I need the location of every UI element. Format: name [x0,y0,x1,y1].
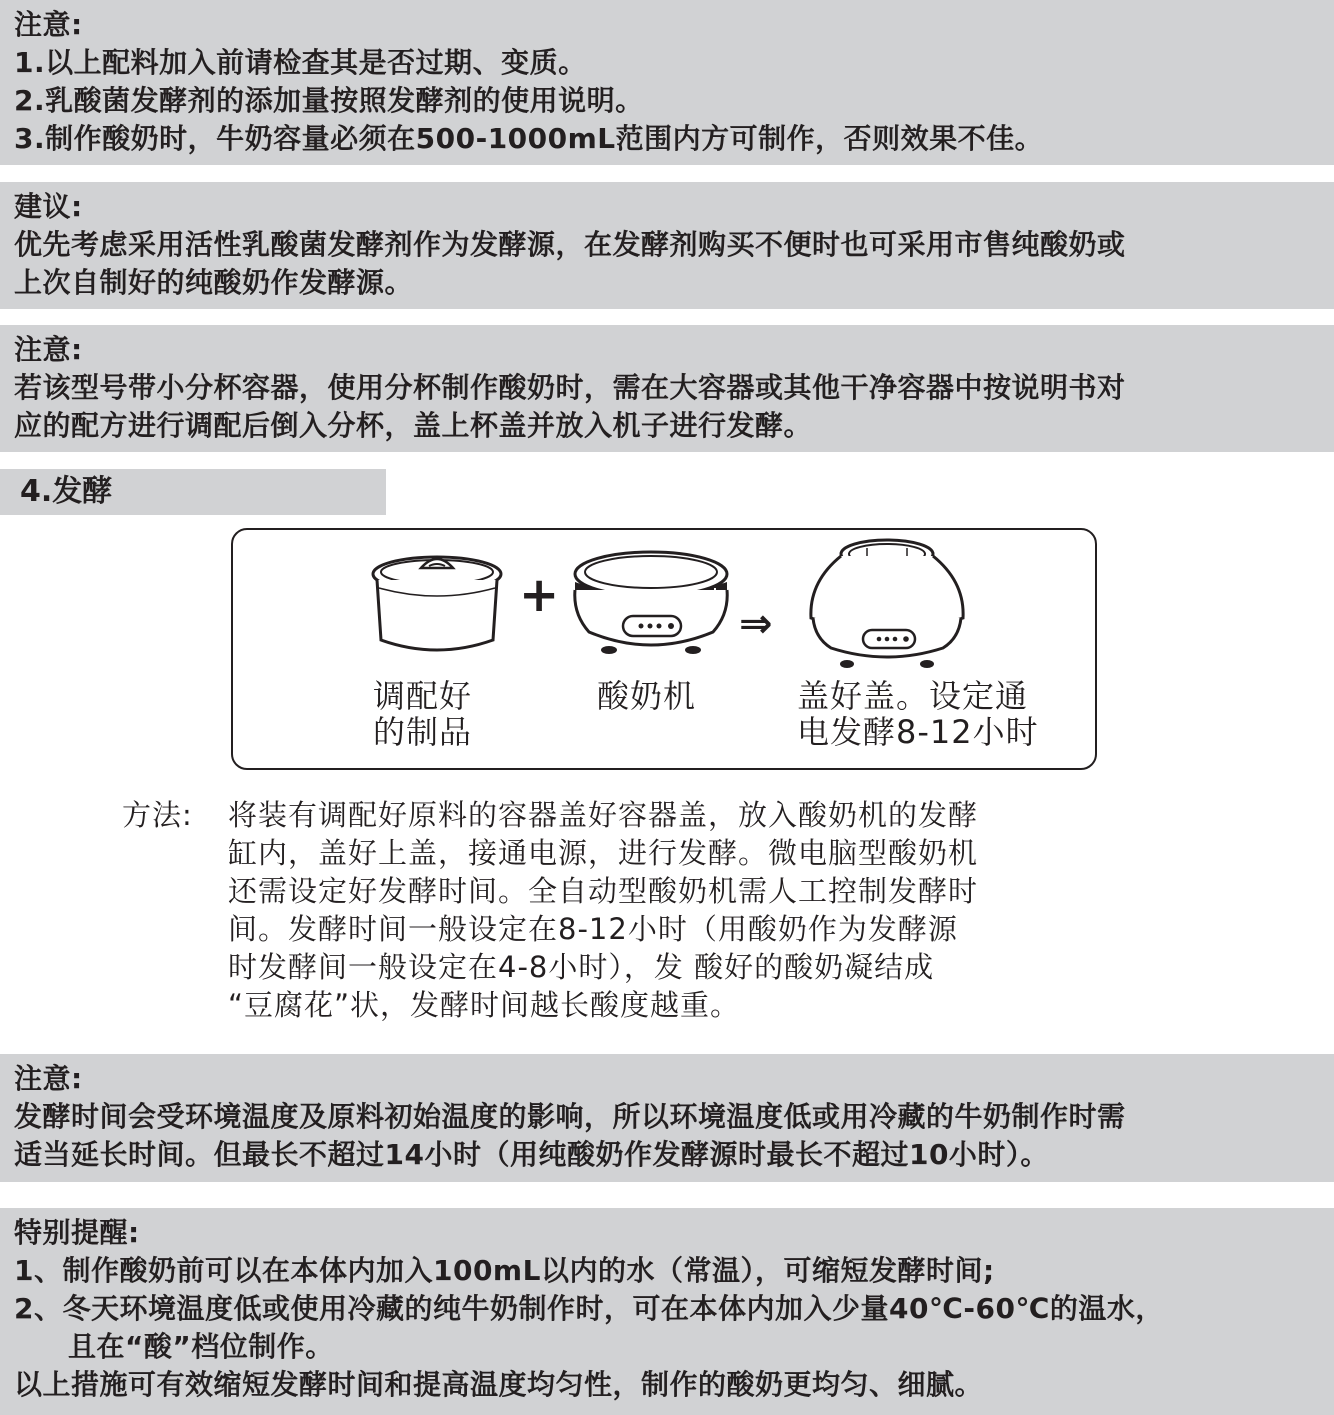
special-reminder-box [0,1208,1334,1415]
notice-box-3 [0,1054,1334,1182]
method-label: 方法: [122,798,193,832]
reminder-summary: 以上措施可有效缩短发酵时间和提高温度均匀性，制作的酸奶更均匀、细腻。 [14,1368,984,1401]
suggestion-line: 上次自制好的纯酸奶作发酵源。 [14,266,414,299]
reminder-line: 且在“酸”档位制作。 [68,1330,334,1363]
method-line: 时发酵间一般设定在4-8小时），发 酸好的酸奶凝结成 [228,950,935,984]
method-line: 缸内，盖好上盖，接通电源，进行发酵。微电脑型酸奶机 [228,836,979,870]
method-line: 将装有调配好原料的容器盖好容器盖，放入酸奶机的发酵 [228,798,979,832]
notice-line: 2.乳酸菌发酵剂的添加量按照发酵剂的使用说明。 [14,84,644,117]
method-line: 间。发酵时间一般设定在8-12小时（用酸奶作为发酵源 [228,912,958,946]
notice-box-1 [0,0,1334,165]
reminder-title: 特别提醒: [14,1216,140,1249]
plus-symbol: + [519,567,560,623]
notice-line: 应的配方进行调配后倒入分杯，盖上杯盖并放入机子进行发酵。 [14,409,813,442]
step-caption-cover-and-ferment [797,678,1039,750]
notice-title: 注意: [14,333,83,366]
yogurt-container-icon [367,548,507,660]
step-caption-yogurt-machine: 酸奶机 [597,677,697,715]
notice-title: 注意: [14,1062,83,1095]
notice-line: 适当延长时间。但最长不超过14小时（用纯酸奶作发酵源时最长不超过10小时）。 [14,1138,1049,1171]
arrow-symbol: ⇒ [739,601,773,647]
yogurt-machine-icon [569,542,733,664]
caption-line: 盖好盖。设定通 [797,677,1029,715]
caption-line: 的制品 [373,713,473,751]
reminder-line: 2、冬天环境温度低或使用冷藏的纯牛奶制作时，可在本体内加入少量40℃-60℃的温水， [14,1292,1164,1325]
method-line: 还需设定好发酵时间。全自动型酸奶机需人工控制发酵时 [228,874,979,908]
notice-box-2 [0,325,1334,452]
notice-line: 若该型号带小分杯容器，使用分杯制作酸奶时，需在大容器或其他干净容器中按说明书对 [14,371,1126,404]
fermentation-steps-panel [231,528,1097,770]
reminder-line: 1、制作酸奶前可以在本体内加入100mL以内的水（常温），可缩短发酵时间; [14,1254,995,1287]
covered-yogurt-machine-icon [807,534,967,672]
notice-title: 注意: [14,8,83,41]
suggestion-line: 优先考虑采用活性乳酸菌发酵剂作为发酵源，在发酵剂购买不便时也可采用市售纯酸奶或 [14,228,1126,261]
method-line: “豆腐花”状，发酵时间越长酸度越重。 [228,988,741,1022]
notice-line: 1.以上配料加入前请检查其是否过期、变质。 [14,46,587,79]
caption-line: 调配好 [373,677,473,715]
suggestion-box [0,182,1334,309]
suggestion-title: 建议: [14,190,83,223]
section-heading-fermentation: 4.发酵 [0,469,386,515]
caption-line: 电发酵8-12小时 [797,713,1039,751]
notice-line: 发酵时间会受环境温度及原料初始温度的影响，所以环境温度低或用冷藏的牛奶制作时需 [14,1100,1126,1133]
notice-line: 3.制作酸奶时，牛奶容量必须在500-1000mL范围内方可制作，否则效果不佳。 [14,122,1044,155]
step-caption-prepared-mixture [373,678,472,750]
method-text [228,796,978,1024]
